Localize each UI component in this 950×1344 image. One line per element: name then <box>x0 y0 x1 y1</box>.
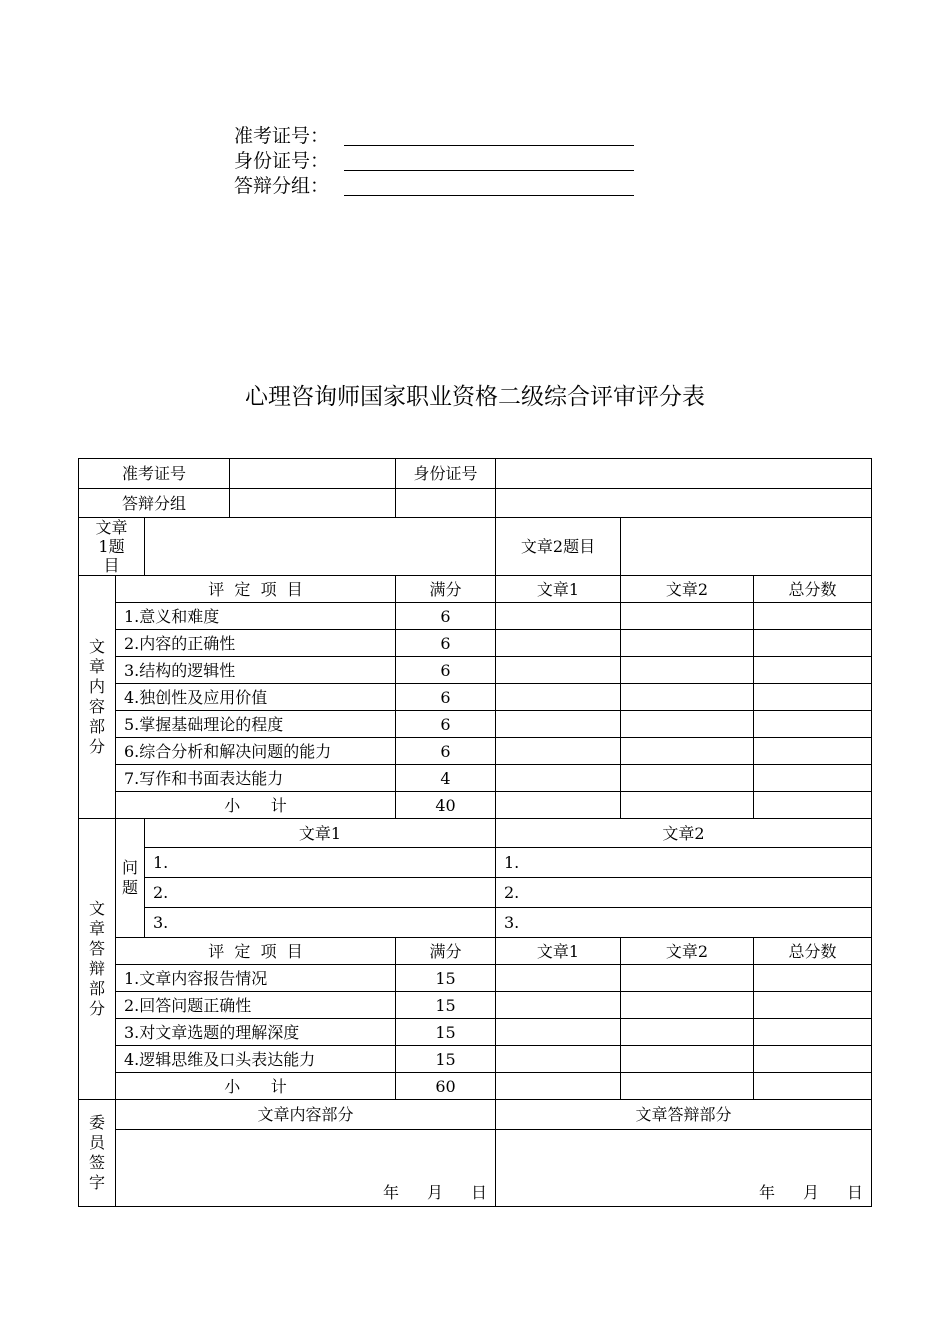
content-row-total-cell[interactable] <box>754 603 872 630</box>
defense-side-char-3: 答 <box>88 939 105 958</box>
content-row-1 <box>79 603 872 630</box>
defense-row-a1-cell[interactable] <box>496 965 621 992</box>
defense-group-label: 答辩分组： <box>234 175 330 197</box>
defense-row-2 <box>79 992 872 1019</box>
content-row-total-cell[interactable] <box>754 765 872 792</box>
content-row-a1-cell[interactable] <box>496 684 621 711</box>
defense-col-a2: 文章2 <box>621 938 754 965</box>
content-row-3 <box>79 657 872 684</box>
content-side-char-4: 容 <box>88 697 105 716</box>
content-row-full: 6 <box>396 738 496 765</box>
exam-id-label: 准考证号： <box>234 125 330 147</box>
signature-side-char-1: 委 <box>88 1113 105 1132</box>
question-a1[interactable]: 2. <box>145 878 496 908</box>
content-row-a2-cell[interactable] <box>621 630 754 657</box>
content-row-total-cell[interactable] <box>754 738 872 765</box>
defense-row-full: 15 <box>396 992 496 1019</box>
content-row-item: 7.写作和书面表达能力 <box>116 765 396 792</box>
defense-group-cell-value[interactable] <box>230 489 396 518</box>
content-row-5 <box>79 711 872 738</box>
header-row-2 <box>79 489 872 518</box>
content-row-total-cell[interactable] <box>754 630 872 657</box>
defense-group-line[interactable] <box>344 195 634 196</box>
signature-header-row <box>79 1100 872 1130</box>
defense-row-a2-cell[interactable] <box>621 1019 754 1046</box>
defense-col-item: 评 定 项 目 <box>116 938 396 965</box>
content-side-char-3: 内 <box>88 677 105 696</box>
defense-row-1 <box>79 965 872 992</box>
content-row-a1-cell[interactable] <box>496 657 621 684</box>
signature-defense-area[interactable] <box>496 1130 872 1207</box>
defense-side-char-2: 章 <box>88 919 105 938</box>
content-header-row <box>79 576 872 603</box>
defense-group-cell-extra[interactable] <box>396 489 496 518</box>
signature-content-area[interactable] <box>116 1130 496 1207</box>
defense-row-full: 15 <box>396 1019 496 1046</box>
defense-col-a1: 文章1 <box>496 938 621 965</box>
exam-id-field[interactable] <box>234 124 329 149</box>
id-card-cell-label: 身份证号 <box>396 459 496 489</box>
defense-subtotal-label: 小 计 <box>116 1073 396 1100</box>
date-day: 日 <box>470 1183 487 1202</box>
defense-subtotal-total[interactable] <box>754 1073 872 1100</box>
defense-row-3 <box>79 1019 872 1046</box>
content-row-a1-cell[interactable] <box>496 711 621 738</box>
top-fields <box>234 124 329 199</box>
content-row-total-cell[interactable] <box>754 711 872 738</box>
content-row-full: 6 <box>396 630 496 657</box>
defense-row-total-cell[interactable] <box>754 992 872 1019</box>
defense-row-item: 2.回答问题正确性 <box>116 992 396 1019</box>
questions-char-1: 问 <box>121 858 138 877</box>
content-row-6 <box>79 738 872 765</box>
content-row-a2-cell[interactable] <box>621 738 754 765</box>
content-side-char-1: 文 <box>88 637 105 656</box>
content-row-7 <box>79 765 872 792</box>
article2-title-value[interactable] <box>621 518 872 576</box>
signature-side-char-4: 字 <box>88 1173 105 1192</box>
defense-row-a2-cell[interactable] <box>621 992 754 1019</box>
article2-title-label: 文章2题目 <box>496 518 621 576</box>
content-subtotal-row <box>79 792 872 819</box>
defense-row-total-cell[interactable] <box>754 1019 872 1046</box>
defense-row-item: 4.逻辑思维及口头表达能力 <box>116 1046 396 1073</box>
date-day: 日 <box>846 1183 863 1202</box>
content-row-a2-cell[interactable] <box>621 711 754 738</box>
question-row-1 <box>79 848 872 878</box>
question-row-3 <box>79 908 872 938</box>
content-row-full: 6 <box>396 684 496 711</box>
content-row-total-cell[interactable] <box>754 657 872 684</box>
defense-article-header-row <box>79 819 872 848</box>
question-a1[interactable]: 3. <box>145 908 496 938</box>
content-col-total: 总分数 <box>754 576 872 603</box>
question-a2[interactable]: 2. <box>496 878 872 908</box>
defense-side-char-1: 文 <box>88 899 105 918</box>
defense-row-total-cell[interactable] <box>754 1046 872 1073</box>
exam-id-line[interactable] <box>344 145 634 146</box>
defense-subtotal-a1[interactable] <box>496 1073 621 1100</box>
content-row-a2-cell[interactable] <box>621 603 754 630</box>
defense-header-row <box>79 938 872 965</box>
signature-side-char-2: 员 <box>88 1133 105 1152</box>
exam-id-cell-label: 准考证号 <box>79 459 230 489</box>
header-row-3 <box>79 518 872 576</box>
content-row-item: 3.结构的逻辑性 <box>116 657 396 684</box>
date-month: 月 <box>802 1183 819 1202</box>
content-row-4 <box>79 684 872 711</box>
content-row-full: 6 <box>396 657 496 684</box>
defense-side-label <box>79 819 116 1100</box>
content-row-item: 4.独创性及应用价值 <box>116 684 396 711</box>
content-row-full: 6 <box>396 603 496 630</box>
defense-group-field[interactable] <box>234 174 329 199</box>
defense-subtotal-row <box>79 1073 872 1100</box>
header-row-1 <box>79 459 872 489</box>
article1-title-label: 文章1题目 <box>79 518 145 576</box>
question-row-2 <box>79 878 872 908</box>
defense-side-char-5: 部 <box>88 979 105 998</box>
content-row-a2-cell[interactable] <box>621 684 754 711</box>
signature-content-part-label: 文章内容部分 <box>116 1100 496 1130</box>
content-row-a1-cell[interactable] <box>496 603 621 630</box>
content-subtotal-full: 40 <box>396 792 496 819</box>
question-a2[interactable]: 1. <box>496 848 872 878</box>
content-row-item: 5.掌握基础理论的程度 <box>116 711 396 738</box>
questions-label <box>116 819 145 938</box>
content-subtotal-total[interactable] <box>754 792 872 819</box>
defense-row-full: 15 <box>396 965 496 992</box>
defense-article1-header: 文章1 <box>145 819 496 848</box>
content-row-item: 1.意义和难度 <box>116 603 396 630</box>
id-card-cell-value[interactable] <box>496 459 872 489</box>
defense-row-item: 3.对文章选题的理解深度 <box>116 1019 396 1046</box>
date-year: 年 <box>758 1183 775 1202</box>
content-col-a1: 文章1 <box>496 576 621 603</box>
date-year: 年 <box>382 1183 399 1202</box>
id-card-field[interactable] <box>234 149 329 174</box>
content-side-char-5: 部 <box>88 717 105 736</box>
content-row-a1-cell[interactable] <box>496 630 621 657</box>
defense-row-full: 15 <box>396 1046 496 1073</box>
content-side-char-2: 章 <box>88 657 105 676</box>
defense-col-total: 总分数 <box>754 938 872 965</box>
id-card-line[interactable] <box>344 170 634 171</box>
signature-side-label <box>79 1100 116 1207</box>
defense-row-total-cell[interactable] <box>754 965 872 992</box>
content-row-2 <box>79 630 872 657</box>
defense-row-item: 1.文章内容报告情况 <box>116 965 396 992</box>
content-row-a1-cell[interactable] <box>496 765 621 792</box>
defense-row-a1-cell[interactable] <box>496 1019 621 1046</box>
defense-side-char-6: 分 <box>88 999 105 1018</box>
defense-article2-header: 文章2 <box>496 819 872 848</box>
signature-defense-part-label: 文章答辩部分 <box>496 1100 872 1130</box>
content-side-char-6: 分 <box>88 737 105 756</box>
defense-row-a1-cell[interactable] <box>496 992 621 1019</box>
content-col-a2: 文章2 <box>621 576 754 603</box>
content-subtotal-a1[interactable] <box>496 792 621 819</box>
defense-group-cell-blank[interactable] <box>496 489 872 518</box>
defense-row-a2-cell[interactable] <box>621 965 754 992</box>
content-subtotal-label: 小 计 <box>116 792 396 819</box>
score-table <box>78 458 872 1207</box>
defense-col-full: 满分 <box>396 938 496 965</box>
content-row-full: 4 <box>396 765 496 792</box>
defense-row-4 <box>79 1046 872 1073</box>
defense-row-a2-cell[interactable] <box>621 1046 754 1073</box>
content-col-full: 满分 <box>396 576 496 603</box>
article1-title-value[interactable] <box>145 518 496 576</box>
content-col-item: 评 定 项 目 <box>116 576 396 603</box>
content-row-full: 6 <box>396 711 496 738</box>
signature-side-char-3: 签 <box>88 1153 105 1172</box>
defense-subtotal-full: 60 <box>396 1073 496 1100</box>
content-row-total-cell[interactable] <box>754 684 872 711</box>
content-row-item: 2.内容的正确性 <box>116 630 396 657</box>
content-row-a2-cell[interactable] <box>621 657 754 684</box>
content-row-a1-cell[interactable] <box>496 738 621 765</box>
date-month: 月 <box>426 1183 443 1202</box>
questions-char-2: 题 <box>121 878 138 897</box>
question-a2[interactable]: 3. <box>496 908 872 938</box>
defense-row-a1-cell[interactable] <box>496 1046 621 1073</box>
defense-subtotal-a2[interactable] <box>621 1073 754 1100</box>
exam-id-cell-value[interactable] <box>230 459 396 489</box>
content-row-item: 6.综合分析和解决问题的能力 <box>116 738 396 765</box>
defense-side-char-4: 辩 <box>88 959 105 978</box>
page-title: 心理咨询师国家职业资格二级综合评审评分表 <box>245 384 705 410</box>
content-side-label <box>79 576 116 819</box>
content-subtotal-a2[interactable] <box>621 792 754 819</box>
signature-row <box>79 1130 872 1207</box>
question-a1[interactable]: 1. <box>145 848 496 878</box>
id-card-label: 身份证号： <box>234 150 330 172</box>
defense-group-cell-label: 答辩分组 <box>79 489 230 518</box>
content-row-a2-cell[interactable] <box>621 765 754 792</box>
